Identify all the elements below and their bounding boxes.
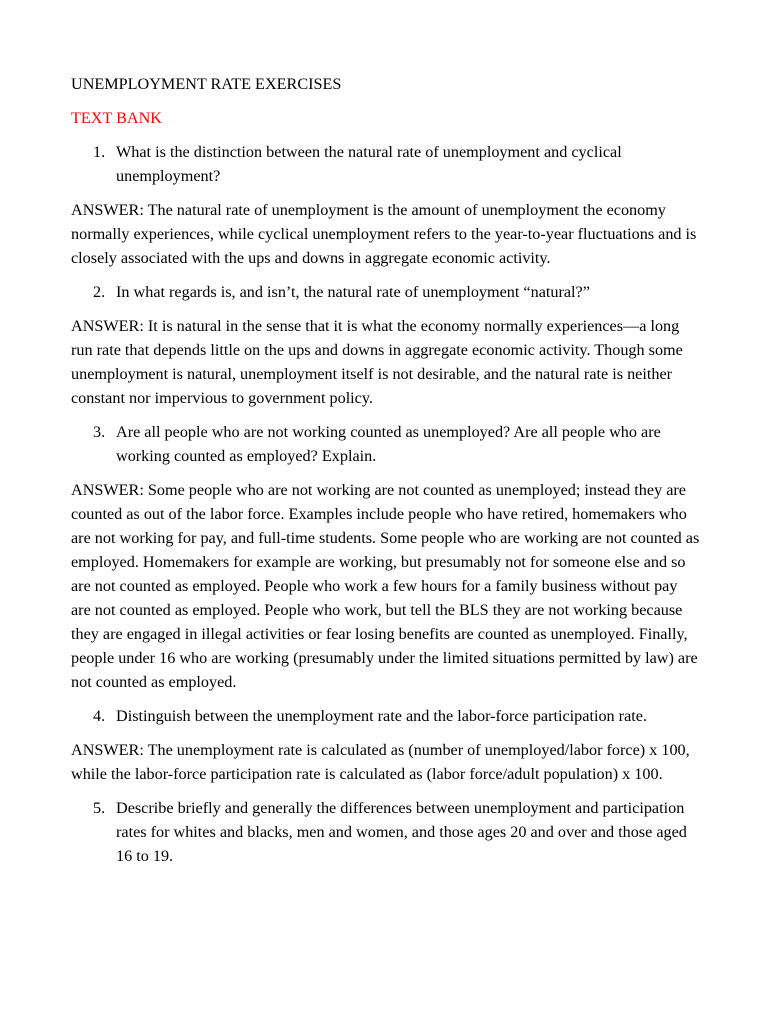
question-text: Are all people who are not working counted as unemployed? Are all people who are working counted as employed? Explain. <box>116 423 661 465</box>
document-title: UNEMPLOYMENT RATE EXERCISES <box>71 75 342 93</box>
question-text: Describe briefly and generally the differences between unemployment and participation rates for whites and blacks, men and women, and those ages 20 and over and those aged 16 to 19. <box>116 799 687 865</box>
question-number: 3. <box>93 423 106 441</box>
question-number: 4. <box>93 707 106 725</box>
section-label: TEXT BANK <box>71 109 162 127</box>
question-item <box>71 140 701 188</box>
question-item <box>71 704 701 728</box>
question-number: 2. <box>93 283 106 301</box>
question-number: 5. <box>93 799 106 817</box>
question-text: Distinguish between the unemployment rate and the labor-force participation rate. <box>116 707 647 725</box>
answer-paragraph: ANSWER: The natural rate of unemployment is the amount of unemployment the economy normally experiences, while cyclical unemployment refers to the year-to-year fluctuations and is closely associated with the ups and downs in aggregate economic activity. <box>71 201 697 267</box>
answer-paragraph: ANSWER: The unemployment rate is calculated as (number of unemployed/labor force) x 100, while the labor-force participation rate is calculated as (labor force/adult population) x 100. <box>71 741 690 783</box>
question-item <box>71 420 701 468</box>
question-item <box>71 796 701 868</box>
answer-paragraph: ANSWER: It is natural in the sense that it is what the economy normally experiences—a long run rate that depends little on the ups and downs in aggregate economic activity. Though some unemployment is natural, unemployment itself is not desirable, and the natural rate is neither constant nor impervious to government policy. <box>71 317 683 407</box>
answer-paragraph: ANSWER: Some people who are not working are not counted as unemployed; instead they are counted as out of the labor force. Examples include people who have retired, homemakers who are not working for pay, and full-time students. Some people who are working are not counted as employed. Homemakers for example are working, but presumably not for someone else and so are not counted as employed. People who work a few hours for a family business without pay are not counted as employed. People who work, but tell the BLS they are not working because they are engaged in illegal activities or fear losing benefits are counted as unemployed. Finally, people under 16 who are working (presumably under the limited situations permitted by law) are not counted as employed. <box>71 481 700 691</box>
question-text: What is the distinction between the natural rate of unemployment and cyclical unemployment? <box>116 143 622 185</box>
question-item <box>71 280 701 304</box>
question-number: 1. <box>93 143 106 161</box>
question-text: In what regards is, and isn’t, the natural rate of unemployment “natural?” <box>116 283 590 301</box>
document-page <box>71 72 701 878</box>
